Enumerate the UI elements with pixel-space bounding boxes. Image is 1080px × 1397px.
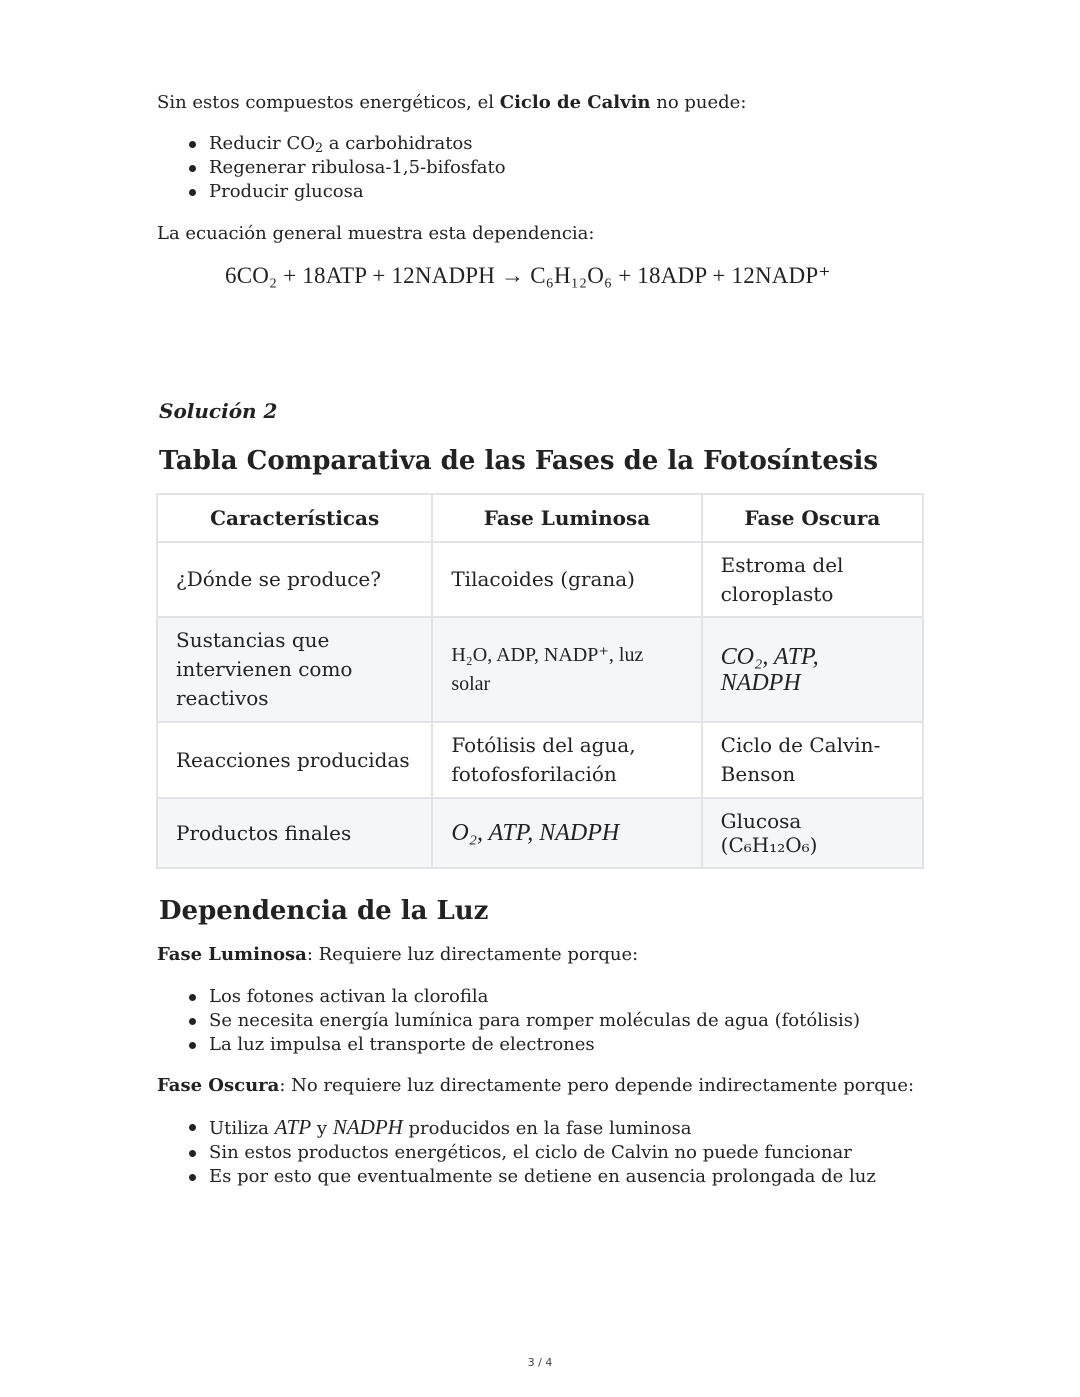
list-item: Utiliza ATP y NADPH producidos en la fase luminosa: [209, 1115, 876, 1141]
comparison-table: [156, 493, 924, 869]
light-phase-list: [157, 985, 860, 1057]
equation-intro: La ecuación general muestra esta dependencia:: [157, 223, 595, 244]
list-item: Los fotones activan la clorofila: [209, 985, 860, 1009]
table-title: Tabla Comparativa de las Fases de la Fotosíntesis: [159, 446, 879, 476]
equation-arrow: →: [501, 263, 525, 288]
cell-light: H₂O, ADP, NADP⁺, luz solar: [432, 617, 701, 722]
table-row: [157, 617, 923, 722]
intro-paragraph: Sin estos compuestos energéticos, el Ciclo de Calvin no puede:: [157, 92, 747, 113]
list-item: Es por esto que eventualmente se detiene en ausencia prolongada de luz: [209, 1166, 876, 1187]
list-item: Regenerar ribulosa-1,5-bifosfato: [209, 157, 506, 178]
cell-dark: Estroma del cloroplasto: [702, 542, 923, 617]
general-equation: [225, 262, 831, 290]
cell-light: Fotólisis del agua, fotofosforilación: [432, 722, 701, 798]
cell-feature: Reacciones producidas: [157, 722, 432, 798]
equation-right: C₆H₁₂O₆ + 18ADP + 12NADP⁺: [530, 263, 831, 288]
light-dependence-title: Dependencia de la Luz: [159, 896, 489, 926]
table-header-row: [157, 494, 923, 542]
cell-dark: Ciclo de Calvin-Benson: [702, 722, 923, 798]
table-row: [157, 542, 923, 617]
table-row: [157, 798, 923, 868]
table-row: [157, 722, 923, 798]
cell-feature: Sustancias que intervienen como reactivos: [157, 617, 432, 722]
solution-label: Solución 2: [159, 399, 278, 423]
header-dark-phase: Fase Oscura: [702, 494, 923, 542]
calvin-list: [157, 132, 506, 204]
list-item: Producir glucosa: [209, 180, 506, 204]
list-item: Reducir $CO_2$ a carbohidratos: [209, 132, 506, 156]
list-item: Sin estos productos energéticos, el ciclo de Calvin no puede funcionar: [209, 1141, 876, 1165]
cell-feature: Productos finales: [157, 798, 432, 868]
equation-left: 6CO₂ + 18ATP + 12NADPH: [225, 263, 496, 288]
calvin-cycle-bold: Ciclo de Calvin: [499, 92, 651, 113]
cell-dark: CO₂, ATP, NADPH: [702, 617, 923, 722]
cell-light: O₂, ATP, NADPH: [432, 798, 701, 868]
list-item: Se necesita energía lumínica para romper moléculas de agua (fotólisis): [209, 1010, 860, 1031]
dark-phase-list: [157, 1115, 876, 1189]
light-phase-paragraph: Fase Luminosa: Requiere luz directamente porque:: [157, 944, 639, 965]
header-features: Características: [157, 494, 432, 542]
page-indicator: 3 / 4: [527, 1356, 553, 1369]
cell-dark: Glucosa (C₆H₁₂O₆): [702, 798, 923, 868]
list-item: La luz impulsa el transporte de electrones: [209, 1033, 860, 1057]
header-light-phase: Fase Luminosa: [432, 494, 701, 542]
cell-feature: ¿Dónde se produce?: [157, 542, 432, 617]
dark-phase-paragraph: Fase Oscura: No requiere luz directamente pero depende indirectamente porque:: [157, 1075, 915, 1096]
cell-light: Tilacoides (grana): [432, 542, 701, 617]
